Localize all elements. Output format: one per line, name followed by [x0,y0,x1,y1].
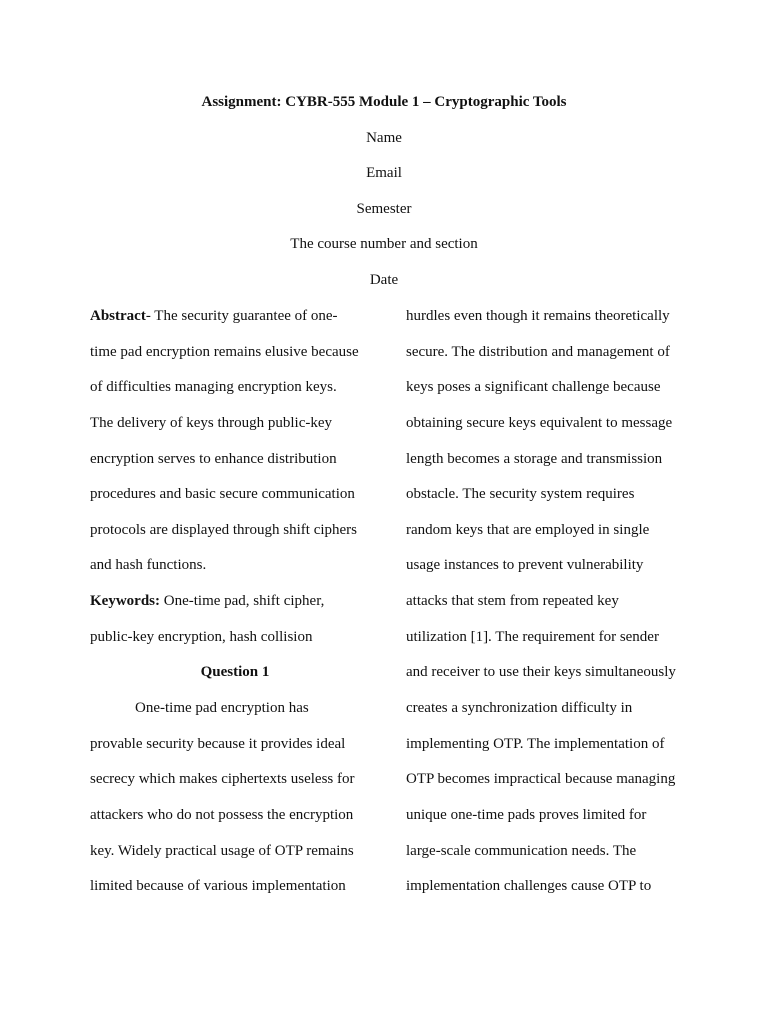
paragraph-line: obstacle. The security system requires [406,486,635,503]
abstract-label: Abstract [90,308,146,324]
title-block [0,91,768,305]
paragraph-line: limited because of various implementation [90,878,346,895]
abstract-line: of difficulties managing encryption keys. [90,379,337,396]
abstract-line: The delivery of keys through public-key [90,414,333,431]
semester: Semester [356,200,412,217]
paragraph-line: attacks that stem from repeated key [406,593,619,610]
abstract-line: time pad encryption remains elusive because [90,343,359,360]
question-1-heading: Question 1 [200,664,270,681]
abstract-line [90,305,380,341]
paragraph-line: key. Widely practical usage of OTP remains [90,842,354,859]
paragraph-line: and receiver to use their keys simultaneously [406,664,676,681]
paragraph-line: hurdles even though it remains theoretically [406,308,670,324]
keywords-line [90,590,380,626]
right-column [406,305,691,911]
paragraph-line: random keys that are employed in single [406,521,650,538]
abstract-line: procedures and basic secure communication [90,486,355,503]
paragraph-line: keys poses a significant challenge because [406,379,661,396]
paragraph-line: length becomes a storage and transmission [406,450,663,467]
author-name: Name [366,129,402,146]
paragraph-line: creates a synchronization difficulty in [406,700,633,717]
author-email: Email [366,165,402,182]
assignment-title: Assignment: CYBR-555 Module 1 – Cryptographic Tools [201,94,567,110]
abstract-line: and hash functions. [90,557,207,574]
paragraph-line: attackers who do not possess the encryption [90,806,354,823]
paragraph-line: secure. The distribution and management of [406,343,670,360]
keywords-label: Keywords: [90,593,160,610]
paragraph-line: unique one-time pads proves limited for [406,806,647,823]
paragraph-line: utilization [1]. The requirement for sender [406,628,659,645]
abstract-line: encryption serves to enhance distribution [90,450,337,467]
date: Date [369,271,399,288]
paragraph-line: secrecy which makes ciphertexts useless for [90,771,355,788]
paragraph-line: implementing OTP. The implementation of [406,735,665,752]
keywords-line: public-key encryption, hash collision [90,628,313,645]
paragraph-line: One-time pad encryption has [135,700,309,717]
paragraph-line: usage instances to prevent vulnerability [406,557,644,574]
abstract-line: protocols are displayed through shift ciphers [90,521,358,538]
abstract-text: - The security guarantee of one- [145,308,338,324]
paragraph-line: large-scale communication needs. The [406,842,637,859]
paragraph-line: obtaining secure keys equivalent to message [406,414,673,431]
paragraph-line: provable security because it provides ideal [90,735,346,752]
paragraph-line: implementation challenges cause OTP to [406,878,652,895]
course-section: The course number and section [290,236,478,253]
left-column [90,305,380,911]
keywords-text: One-time pad, shift cipher, [160,593,325,610]
paragraph-line: OTP becomes impractical because managing [406,771,676,788]
